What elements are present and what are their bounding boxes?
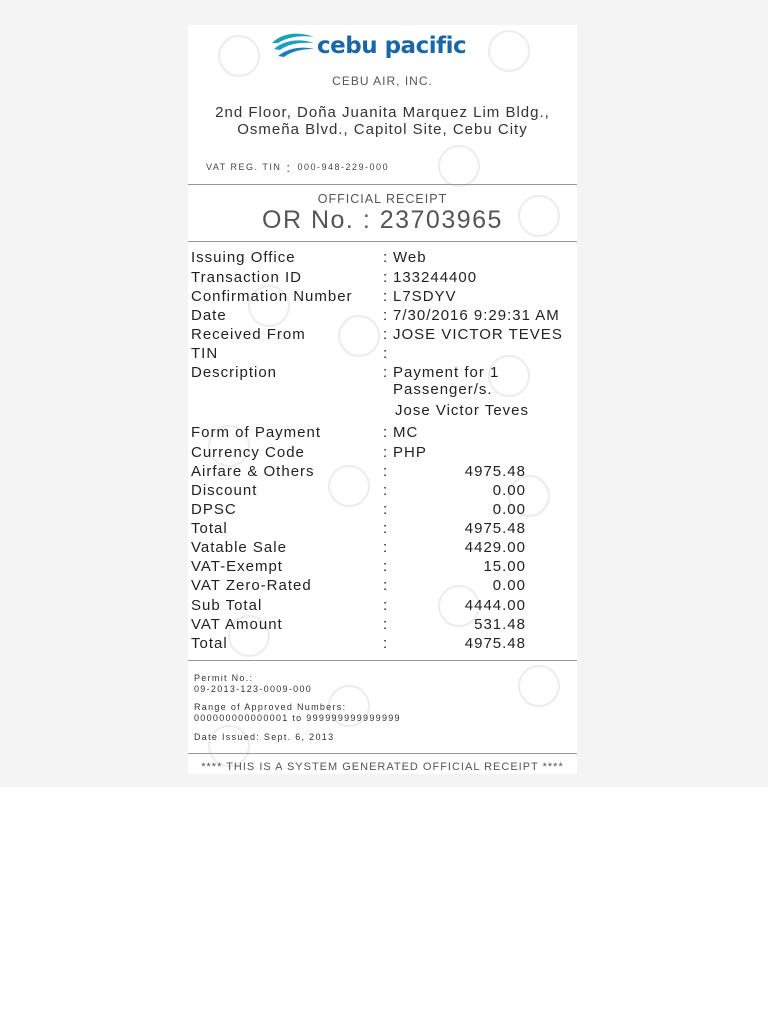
amount-colon: : <box>383 577 388 594</box>
detail-colon: : <box>383 364 388 381</box>
description-value: Payment for 1 <box>393 364 500 381</box>
detail-colon: : <box>383 249 388 266</box>
detail-colon: : <box>383 326 388 343</box>
divider <box>188 660 577 661</box>
detail-colon: : <box>383 307 388 324</box>
detail-label: Description <box>191 364 278 381</box>
address-line-2: Osmeña Blvd., Capitol Site, Cebu City <box>237 121 528 138</box>
vat-tin-row <box>206 158 389 173</box>
logo-wordmark: cebu pacific <box>317 33 467 59</box>
company-name: CEBU AIR, INC. <box>332 74 433 88</box>
or-number: OR No. : 23703965 <box>262 206 503 234</box>
vat-tin-label: VAT REG. TIN <box>206 162 282 172</box>
amount-colon: : <box>383 558 388 575</box>
bird-swoosh-icon <box>270 29 316 63</box>
passenger-name: Jose Victor Teves <box>395 402 530 419</box>
detail-colon: : <box>383 444 388 461</box>
detail-label: Issuing Office <box>191 249 296 266</box>
amount-value: 531.48 <box>474 616 526 633</box>
form-of-payment-value: MC <box>393 424 419 441</box>
amount-label: VAT-Exempt <box>191 558 283 575</box>
detail-label: Received From <box>191 326 306 343</box>
detail-label: Confirmation Number <box>191 288 353 305</box>
transaction-id-value: 133244400 <box>393 269 478 286</box>
detail-label: Form of Payment <box>191 424 322 441</box>
amount-value: 0.00 <box>492 501 526 518</box>
amount-colon: : <box>383 597 388 614</box>
detail-colon: : <box>383 288 388 305</box>
divider <box>188 241 577 242</box>
received-from-value: JOSE VICTOR TEVES <box>393 326 563 343</box>
divider <box>188 753 577 754</box>
amount-value: 4975.48 <box>464 520 526 537</box>
currency-code-value: PHP <box>393 444 427 461</box>
amount-colon: : <box>383 482 388 499</box>
amount-label: Total <box>191 635 228 652</box>
receipt-title: OFFICIAL RECEIPT <box>317 192 448 206</box>
detail-label: Currency Code <box>191 444 305 461</box>
detail-label: Date <box>191 307 227 324</box>
detail-colon: : <box>383 424 388 441</box>
range-value: 000000000000001 to 999999999999999 <box>194 713 401 723</box>
amount-colon: : <box>383 539 388 556</box>
amount-value: 4429.00 <box>464 539 526 556</box>
amount-label: Sub Total <box>191 597 263 614</box>
amount-label: Discount <box>191 482 258 499</box>
detail-colon: : <box>383 345 388 362</box>
system-generated-notice: **** THIS IS A SYSTEM GENERATED OFFICIAL RECEIPT **** <box>201 761 564 773</box>
amount-value: 0.00 <box>492 577 526 594</box>
divider <box>188 184 577 185</box>
amount-value: 4975.48 <box>464 635 526 652</box>
detail-label: TIN <box>191 345 219 362</box>
amount-label: Total <box>191 520 228 537</box>
address-line-1: 2nd Floor, Doña Juanita Marquez Lim Bldg., <box>215 104 550 121</box>
date-issued: Date Issued: Sept. 6, 2013 <box>194 732 335 742</box>
company-address <box>188 104 577 138</box>
vat-tin-colon: : <box>286 160 292 175</box>
amount-colon: : <box>383 463 388 480</box>
amount-value: 4975.48 <box>464 463 526 480</box>
amount-label: VAT Amount <box>191 616 283 633</box>
amount-value: 0.00 <box>492 482 526 499</box>
amount-value: 4444.00 <box>464 597 526 614</box>
detail-label: Transaction ID <box>191 269 302 286</box>
amount-label: Airfare & Others <box>191 463 315 480</box>
amount-label: DPSC <box>191 501 237 518</box>
permit-label: Permit No.: <box>194 673 254 683</box>
amount-colon: : <box>383 635 388 652</box>
description-value-line2: Passenger/s. <box>393 381 493 398</box>
amount-colon: : <box>383 520 388 537</box>
range-label: Range of Approved Numbers: <box>194 702 347 712</box>
amount-label: Vatable Sale <box>191 539 287 556</box>
vat-tin-value: 000-948-229-000 <box>297 162 390 172</box>
date-value: 7/30/2016 9:29:31 AM <box>393 307 560 324</box>
confirmation-number-value: L7SDYV <box>393 288 457 305</box>
amount-label: VAT Zero-Rated <box>191 577 312 594</box>
amount-colon: : <box>383 501 388 518</box>
permit-number: 09-2013-123-0009-000 <box>194 684 313 694</box>
amount-value: 15.00 <box>483 558 526 575</box>
detail-colon: : <box>383 269 388 286</box>
issuing-office-value: Web <box>393 249 427 266</box>
cebu-pacific-logo <box>270 27 467 67</box>
official-receipt <box>188 25 577 774</box>
amount-colon: : <box>383 616 388 633</box>
